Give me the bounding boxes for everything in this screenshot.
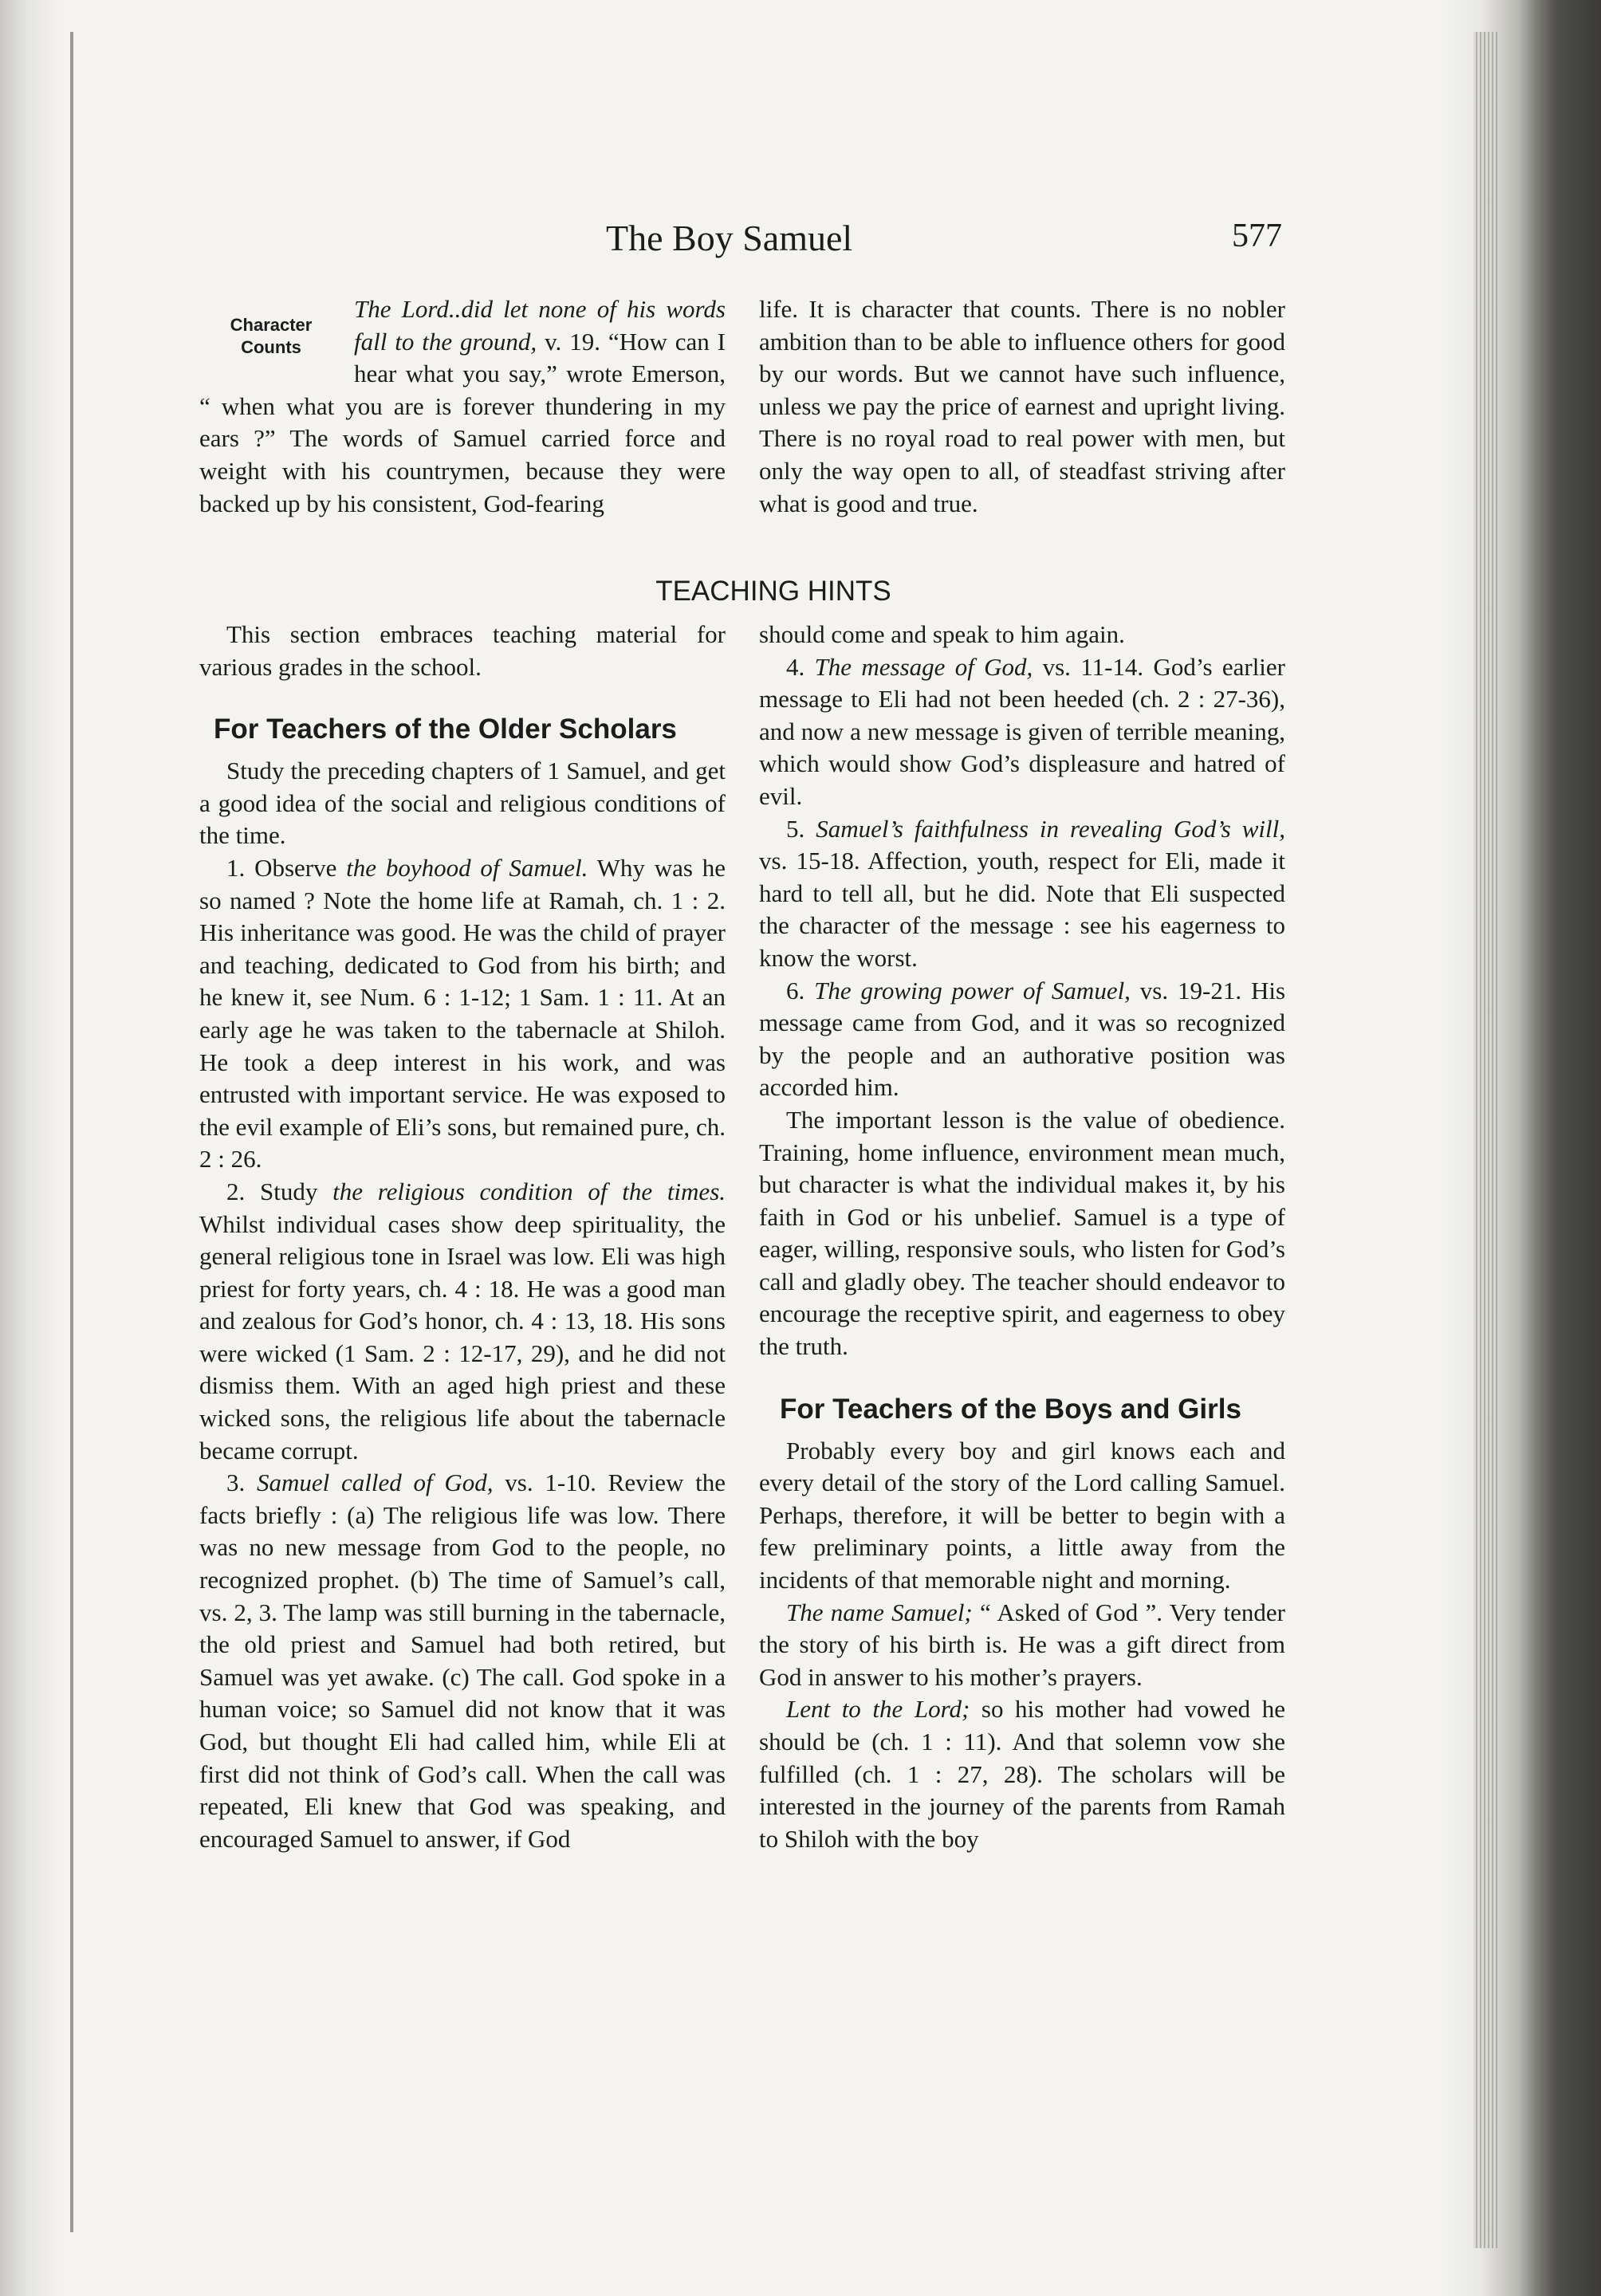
intro-right-column (759, 293, 1285, 520)
margin-note-line: Character (230, 315, 313, 335)
intro-text-left: v. 19. “How can I hear what you say,” wrote Emerson, “ when what you are is forever thundering in my ears ?” The words of Samuel carried force and weight with his countrymen, because they were backed up by his consistent, God-fearing (199, 327, 726, 517)
continuation-line: should come and speak to him again. (759, 620, 1125, 648)
book-binding-edge (1442, 0, 1601, 2296)
teaching-hints-right-column (759, 619, 1285, 1855)
opening-paragraph: This section embraces teaching material for various grades in the school. (199, 620, 726, 681)
point-6: 6. The growing power of Samuel, vs. 19-21. His message came from God, and it was so recognized by the people and an authorative position was accorded him. (759, 976, 1286, 1102)
margin-note-line: Counts (241, 337, 301, 357)
point-3: 3. Samuel called of God, vs. 1-10. Review the facts briefly : (a) The religious life was low. There was no new message from God to the people, no recognized prophet. (b) The time of Samuel’s call, vs. 2, 3. The lamp was still burning in the tabernacle, the old priest and Samuel had both retired, but Samuel was yet awake. (c) The call. God spoke in a human voice; so Samuel did not know that it was God, but thought Eli had called him, while Eli at first did not think of God’s call. When the call was repeated, Eli knew that God was speaking, and encouraged Samuel to answer, if God (199, 1468, 726, 1853)
boys-girls-heading: For Teachers of the Boys and Girls (780, 1393, 1241, 1425)
intro-left-column (199, 293, 726, 520)
lesson-paragraph: The important lesson is the value of obedience. Training, home influence, environment mean much, but character is what the individual makes it, by his faith in God or his unbelief. Samuel is a type of eager, willing, responsive souls, who listen for God’s call and gladly obey. The teacher should endeavor to encourage the receptive spirit, and eagerness to obey the truth. (759, 1105, 1285, 1361)
point-4: 4. The message of God, vs. 11-14. God’s earlier message to Eli had not been heeded (ch. 2 : 27-36), and now a new message is given of terrible meaning, which would show God’s displeasure and hatred of evil. (759, 652, 1285, 810)
section-title: TEACHING HINTS (655, 576, 891, 607)
point-2: 2. Study the religious condition of the times. Whilst individual cases show deep spirituality, the general religious tone in Israel was low. Eli was high priest for forty years, ch. 4 : 18. He was a good man and zealous for God’s honor, ch. 4 : 13, 18. His sons were wicked (1 Sam. 2 : 12-17, 29), and he did not dismiss them. With an aged high priest and these wicked sons, the religious life about the tabernacle became corrupt. (199, 1177, 726, 1464)
older-scholars-heading: For Teachers of the Older Scholars (214, 714, 677, 745)
teaching-hints-left-column (199, 619, 726, 1855)
page-stack-edge (1473, 32, 1497, 2248)
study-paragraph: Study the preceding chapters of 1 Samuel, and get a good idea of the social and religious conditions of the time. (199, 757, 726, 850)
margin-note (199, 314, 343, 359)
intro-text-right: life. It is character that counts. There is no nobler ambition than to be able to influence others for good by our words. But we cannot have such influence, unless we pay the price of earnest and upright living. There is no royal road to real power with men, but only the way open to all, of steadfast striving after what is good and true. (759, 295, 1285, 517)
boys-girls-paragraph: Probably every boy and girl knows each and every detail of the story of the Lord calling Samuel. Perhaps, therefore, it will be better to begin with a few preliminary points, a little away from the incidents of that memorable night and morning. (759, 1436, 1285, 1594)
scripture-quote: The Lord..did let none of his words fall to the ground, (354, 295, 726, 356)
point-1: 1. Observe the boyhood of Samuel. Why was he so named ? Note the home life at Ramah, ch. 1 : 2. His inheritance was good. He was the child of prayer and teaching, dedicated to God from his birth; and he knew it, see Num. 6 : 1-12; 1 Sam. 1 : 11. At an early age he was taken to the tabernacle at Shiloh. He took a deep interest in his work, and was entrusted with important service. He was exposed to the evil example of Eli’s sons, but remained pure, ch. 2 : 26. (199, 853, 726, 1174)
lent-paragraph: Lent to the Lord; so his mother had vowed he should be (ch. 1 : 11). And that solemn vow she fulfilled (ch. 1 : 27, 28). The scholars will be interested in the journey of the parents from Ramah to Shiloh with the boy (759, 1695, 1285, 1853)
page-number: 577 (1232, 218, 1282, 254)
point-5: 5. Samuel’s faithfulness in revealing God’s will, vs. 15-18. Affection, youth, respect for Eli, made it hard to tell all, but he did. Note that Eli suspected the character of the message : see his eagerness to know the worst. (759, 814, 1285, 972)
running-head: The Boy Samuel (606, 218, 853, 258)
name-paragraph: The name Samuel; “ Asked of God ”. Very tender the story of his birth is. He was a gift direct from God in answer to his mother’s prayers. (759, 1598, 1285, 1691)
